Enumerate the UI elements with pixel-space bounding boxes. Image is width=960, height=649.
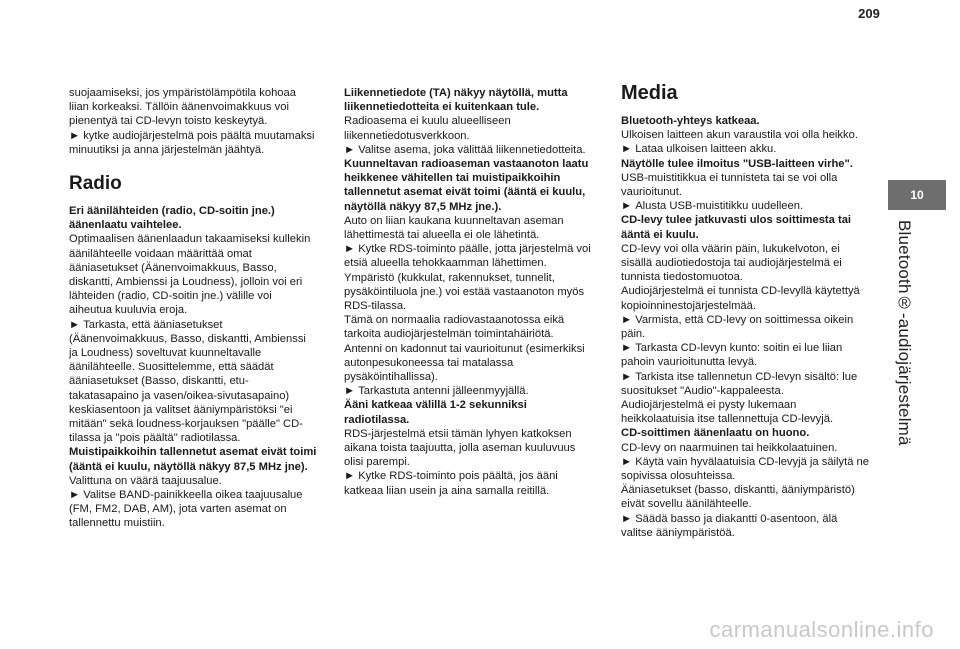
section-heading: Media bbox=[621, 82, 678, 104]
action-bullet: ► Valitse asema, joka välittää liikennetiedotteita. bbox=[344, 143, 592, 157]
action-bullet: ► Tarkista itse tallennetun CD-levyn sisältö: lue suositukset "Audio"-kappaleesta. bbox=[621, 370, 869, 398]
body-paragraph: RDS-järjestelmä etsii tämän lyhyen katkoksen aikana toista taajuutta, jolla aseman kuuluvuus olisi parempi. bbox=[344, 427, 576, 469]
action-bullet: ► Säädä basso ja diakantti 0-asentoon, älä valitse ääniympäristöä. bbox=[621, 512, 869, 540]
issue-heading: CD-levy tulee jatkuvasti ulos soittimesta tai ääntä ei kuulu. bbox=[621, 214, 852, 241]
text-column-2 bbox=[344, 86, 592, 498]
body-paragraph: Audiojärjestelmä ei pysty lukemaan heikkolaatuisia itse tallennettuja CD-levyjä. bbox=[621, 399, 834, 426]
body-paragraph: Valittuna on väärä taajuusalue. bbox=[69, 474, 222, 487]
issue-heading: Ääni katkeaa välillä 1-2 sekunniksi radiotilassa. bbox=[344, 399, 527, 426]
action-bullet: ► Kytke RDS-toiminto päälle, jotta järjestelmä voi etsiä alueella tehokkaamman lähettimen. bbox=[344, 242, 592, 270]
body-paragraph: Ympäristö (kukkulat, rakennukset, tunnelit, pysäköintiluola jne.) voi estää vastaanoton myös RDS-tilassa. bbox=[344, 271, 585, 313]
action-bullet: ► Tarkasta, että ääniasetukset (Äänenvoimakkuus, Basso, diskantti, Ambienssi ja Loudness) soveltuvat kuunneltavalle äänilähteelle. Suosittelemme, että säädät ääniasetukset (Basso, diskantti, etu-takatasapaino ja vasen/oikea-sivutasapaino) keskiasentoon ja valitset ääniympäristöksi "ei mitään" sekä loudness-korjauksen "päälle" CD-tilassa ja "pois päältä" radiotilassa. bbox=[69, 318, 317, 446]
body-paragraph: Tämä on normaalia radiovastaanotossa eikä tarkoita audiojärjestelmän toimintahäiriötä. bbox=[344, 314, 565, 341]
action-bullet: ► Varmista, että CD-levy on soittimessa oikein päin. bbox=[621, 313, 869, 341]
issue-heading: Kuunneltavan radioaseman vastaanoton laatu heikkenee vähitellen tai muistipaikkoihin tallennetut asemat eivät toimi (ääntä ei kuulu, näytöllä näkyy 87,5 MHz jne.). bbox=[344, 158, 589, 213]
body-paragraph: CD-levy on naarmuinen tai heikkolaatuinen. bbox=[621, 441, 838, 454]
body-paragraph: suojaamiseksi, jos ympäristölämpötila kohoaa liian korkeaksi. Tällöin äänenvoimakkuus voi pienentyä tai CD-levyn toisto keskeytyä. bbox=[69, 87, 296, 128]
action-bullet: ► Alusta USB-muistitikku uudelleen. bbox=[621, 199, 869, 213]
issue-heading: Muistipaikkoihin tallennetut asemat eivät toimi (ääntä ei kuulu, näytöllä näkyy 87,5 MHz jne). bbox=[69, 446, 317, 473]
action-bullet: ► Tarkasta CD-levyn kunto: soitin ei lue liian pahoin vaurioitunutta levyä. bbox=[621, 341, 869, 369]
issue-heading: Eri äänilähteiden (radio, CD-soitin jne.) äänenlaatu vaihtelee. bbox=[69, 205, 275, 232]
page-number: 209 bbox=[858, 6, 880, 21]
body-paragraph: Ulkoisen laitteen akun varaustila voi olla heikko. bbox=[621, 129, 858, 142]
chapter-side-tab bbox=[888, 0, 960, 649]
action-bullet: ► Lataa ulkoisen laitteen akku. bbox=[621, 142, 869, 156]
body-paragraph: USB-muistitikkua ei tunnisteta tai se voi olla vaurioitunut. bbox=[621, 171, 838, 199]
body-paragraph: Audiojärjestelmä ei tunnista CD-levyllä käytettyä kopioinninestojärjestelmää. bbox=[621, 285, 860, 312]
chapter-number-badge: 10 bbox=[888, 180, 946, 210]
action-bullet: ► Käytä vain hyvälaatuisia CD-levyjä ja säilytä ne sopivissa olosuhteissa. bbox=[621, 455, 869, 483]
body-paragraph: Ääniasetukset (basso, diskantti, ääniympäristö) eivät sovellu äänilähteelle. bbox=[621, 484, 855, 511]
issue-heading: Liikennetiedote (TA) näkyy näytöllä, mutta liikennetiedotteita ei kuitenkaan tule. bbox=[344, 87, 568, 114]
text-column-1 bbox=[69, 86, 317, 531]
body-paragraph: Antenni on kadonnut tai vaurioitunut (esimerkiksi autonpesukoneessa tai matalassa pysäköintihallissa). bbox=[344, 342, 585, 384]
action-bullet: ► Tarkastuta antenni jälleenmyyjällä. bbox=[344, 384, 592, 398]
section-heading: Radio bbox=[69, 173, 122, 195]
issue-heading: Näytölle tulee ilmoitus "USB-laitteen virhe". bbox=[621, 157, 853, 170]
text-column-3 bbox=[621, 82, 869, 540]
action-bullet: ► Kytke RDS-toiminto pois päältä, jos ääni katkeaa liian usein ja aina samalla reitillä. bbox=[344, 469, 592, 497]
chapter-title: Bluetooth®-audiojärjestelmä bbox=[895, 220, 914, 446]
action-bullet: ► kytke audiojärjestelmä pois päältä muutamaksi minuutiksi ja anna järjestelmän jäähtyä. bbox=[69, 129, 317, 157]
body-paragraph: Radioasema ei kuulu alueelliseen liikennetiedotusverkkoon. bbox=[344, 115, 511, 142]
issue-heading: CD-soittimen äänenlaatu on huono. bbox=[621, 427, 810, 440]
body-paragraph: Optimaalisen äänenlaadun takaamiseksi kullekin äänilähteelle voidaan määrittää omat ääniasetukset (Äänenvoimakkuus, Basso, diskantti, Ambienssi ja Loudness), jolloin voi eri lähteiden (radio, CD-soitin jne.) välille voi aiheutua kuuluvia eroja. bbox=[69, 233, 311, 317]
issue-heading: Bluetooth-yhteys katkeaa. bbox=[621, 115, 760, 127]
action-bullet: ► Valitse BAND-painikkeella oikea taajuusalue (FM, FM2, DAB, AM), jota varten asemat on tallennettu muistiin. bbox=[69, 488, 317, 531]
body-paragraph: Auto on liian kaukana kuunneltavan aseman lähettimestä tai alueella ei ole lähetintä. bbox=[344, 214, 564, 242]
body-paragraph: CD-levy voi olla väärin päin, lukukelvoton, ei sisällä audiotiedostoja tai audiojärjestelmä ei tunnista tiedostomuotoa. bbox=[621, 242, 842, 284]
watermark-text: carmanualsonline.info bbox=[709, 617, 934, 642]
